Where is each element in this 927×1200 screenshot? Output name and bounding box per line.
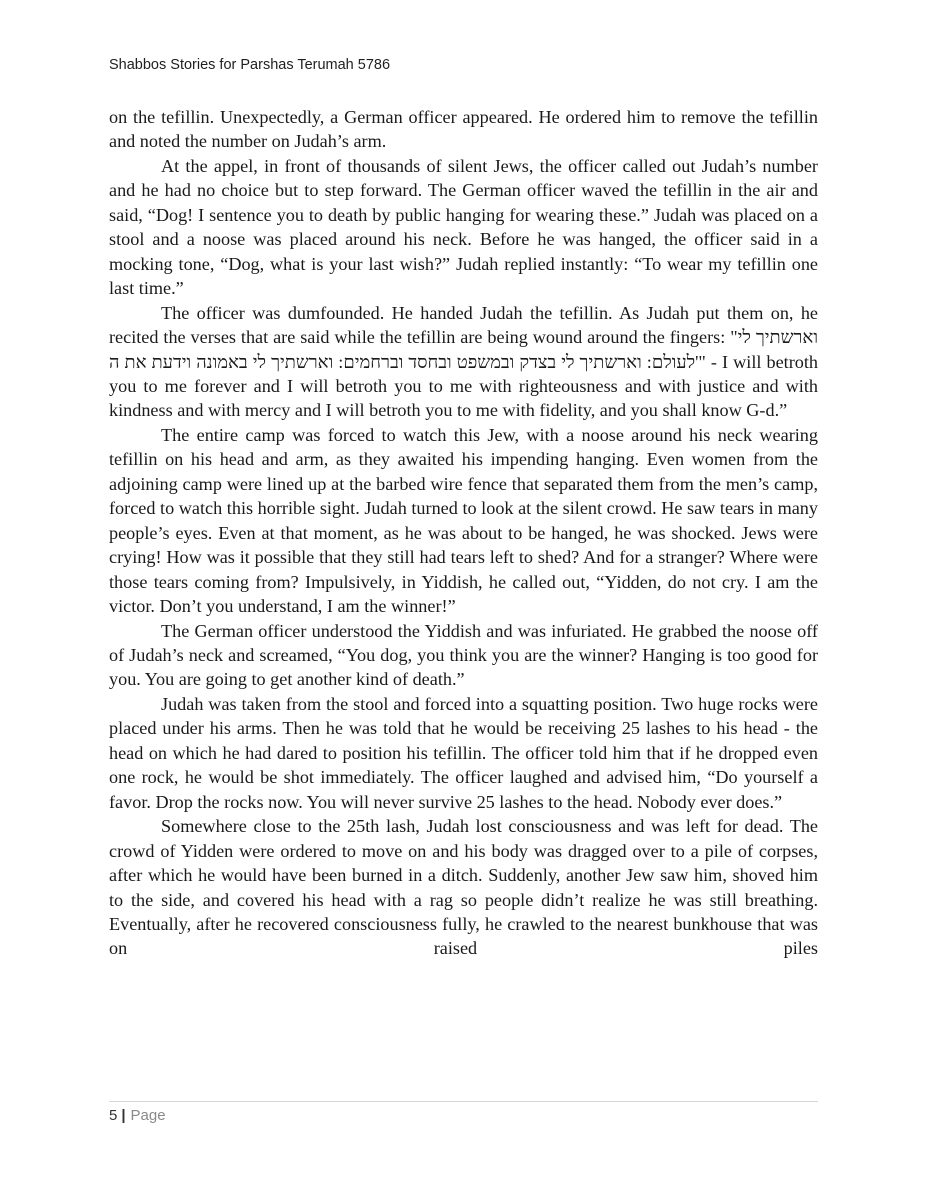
body-paragraph: At the appel, in front of thousands of silent Jews, the officer called out Judah’s number and he had no choice but to step forward. The German officer waved the tefillin in the air and said, “Dog! I sentence you to death by public hanging for wearing these.” Judah was placed on a stool and a noose was placed around his neck. Before he was hanged, the officer said in a mocking tone, “Dog, what is your last wish?” Judah replied instantly: “To wear my tefillin one last time.” — [109, 155, 818, 299]
footer-page-label: Page — [130, 1107, 166, 1124]
body-paragraph: The entire camp was forced to watch this Jew, with a noose around his neck wearing tefillin on his head and arm, as they awaited his impending hanging. Even women from the adjoining camp were lined up at the barbed wire fence that separated them from the men’s camp, forced to watch this horrible sight. Judah turned to look at the silent crowd. He saw tears in many people’s eyes. Even at that moment, as he was about to be hanged, he was shocked. Jews were crying! How was it possible that they still had tears left to shed? And for a stranger? Where were those tears coming from? Impulsively, in Yiddish, he called out, “Yidden, do not cry. I am the victor. Don’t you understand, I am the winner!” — [109, 424, 818, 617]
footer-separator: | — [121, 1107, 126, 1124]
body-paragraph: Judah was taken from the stool and forced into a squatting position. Two huge rocks were placed under his arms. Then he was told that he would be receiving 25 lashes to his head - the head on which he had dared to position his tefillin. The officer told him that if he dropped even one rock, he would be shot immediately. The officer laughed and advised him, “Do yourself a favor. Drop the rocks now. You will never survive 25 lashes to the head. Nobody ever does.” — [109, 693, 818, 812]
body-paragraph: The German officer understood the Yiddish and was infuriated. He grabbed the noose off of Judah’s neck and screamed, “You dog, you think you are the winner? Hanging is too good for you. You are going to get another kind of death.” — [109, 620, 818, 690]
body-paragraph: The officer was dumfounded. He handed Judah the tefillin. As Judah put them on, he recited the verses that are said while the tefillin are being wound around the fingers: "וארשתיך לי לעולם: וארשתיך לי בצדק ובמשפט ובחסד וברחמים: וארשתיך לי באמונה וידעת את ה'" - I will betroth you to me forever and I will betroth you to me with righteousness and with justice and with kindness and with mercy and I will betroth you to me with fidelity, and you shall know G-d.” — [109, 302, 819, 421]
page-footer — [109, 1106, 166, 1126]
page-body — [109, 105, 818, 961]
body-paragraph: on the tefillin. Unexpectedly, a German officer appeared. He ordered him to remove the tefillin and noted the number on Judah’s arm. — [109, 107, 818, 152]
header-title: Shabbos Stories for Parshas Terumah 5786 — [109, 57, 391, 73]
footer-divider — [109, 1101, 818, 1102]
page-header — [109, 56, 390, 75]
page-number: 5 — [109, 1107, 118, 1124]
body-paragraph: Somewhere close to the 25th lash, Judah lost consciousness and was left for dead. The crowd of Yidden were ordered to move on and his body was dragged over to a pile of corpses, after which he would have been burned in a ditch. Suddenly, another Jew saw him, shoved him to the side, and covered his head with a rag so people didn’t realize he was still breathing. Eventually, after he recovered consciousness fully, he crawled to the nearest bunkhouse that was on raised piles — [109, 816, 818, 959]
